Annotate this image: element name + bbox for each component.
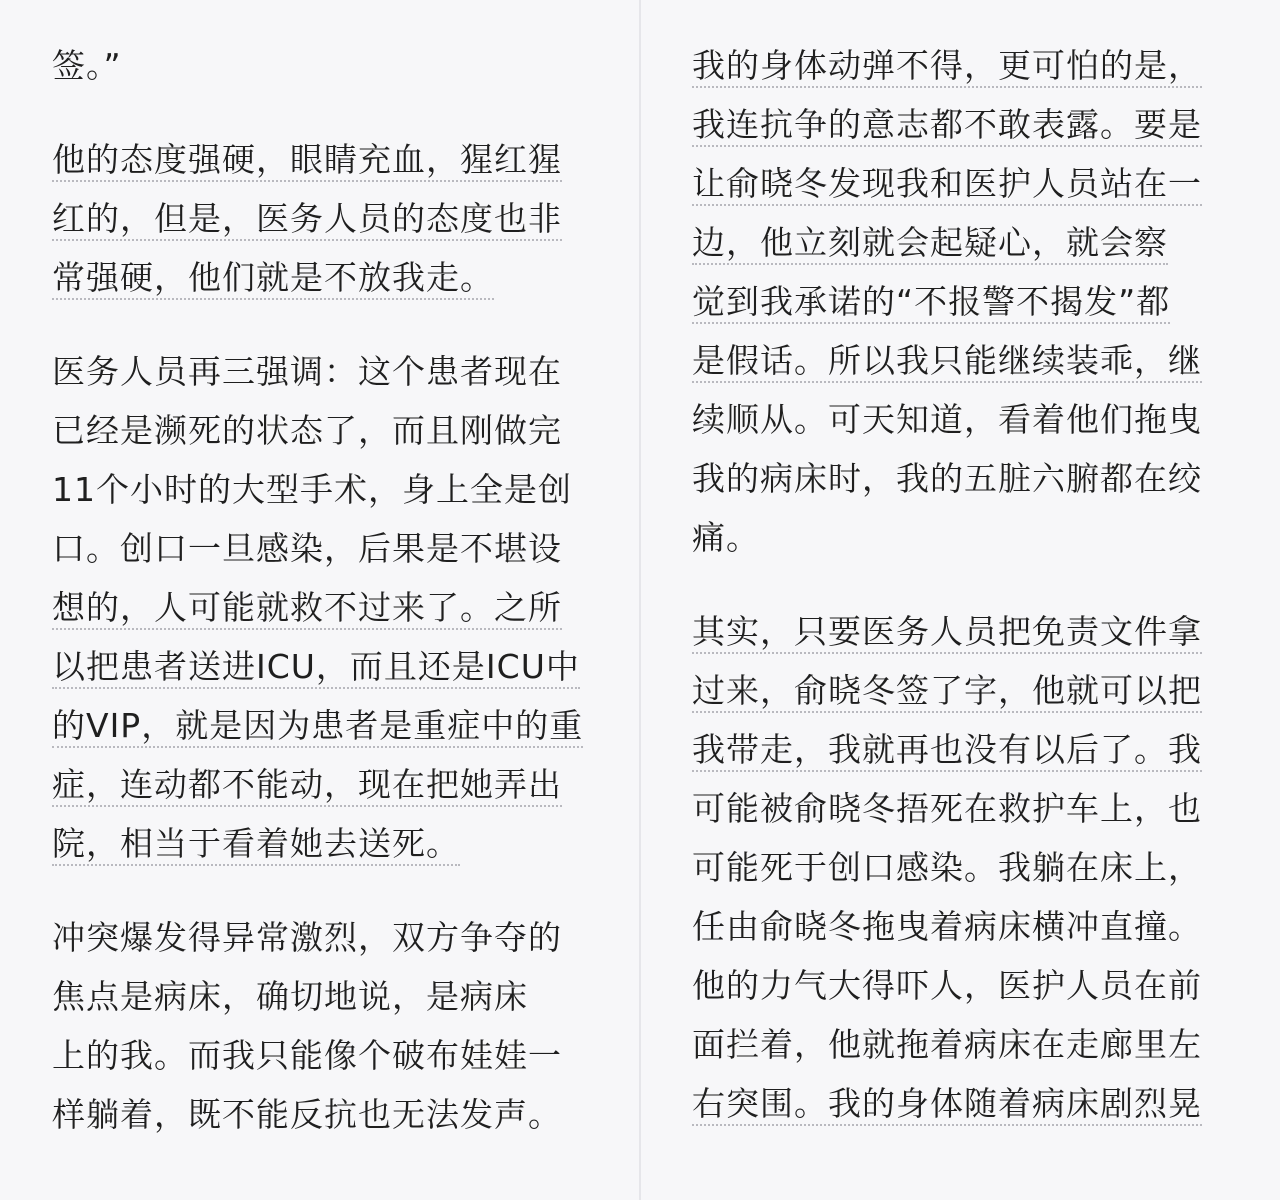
text-line xyxy=(692,720,1232,779)
line-text: 口。创口一旦感染，后果是不堪设 xyxy=(52,529,562,568)
underlined-line-text: 我的身体动弹不得，更可怕的是， xyxy=(692,46,1202,88)
line-text: 可能死于创口感染。我躺在床上， xyxy=(692,848,1202,887)
underlined-line-text: 的VIP，就是因为患者是重症中的重 xyxy=(52,706,583,748)
line-text: 已经是濒死的状态了，而且刚做完 xyxy=(52,411,562,450)
left-text-column xyxy=(52,36,592,1144)
text-line xyxy=(52,36,592,95)
line-text: 焦点是病床，确切地说，是病床 xyxy=(52,977,528,1016)
text-line xyxy=(52,401,592,460)
text-line xyxy=(692,331,1232,390)
text-line xyxy=(52,189,592,248)
text-line xyxy=(692,838,1232,897)
underlined-line-text: 他的态度强硬，眼睛充血，猩红猩 xyxy=(52,140,562,182)
underlined-line-text: 觉到我承诺的“不报警不揭发”都 xyxy=(692,282,1170,324)
text-line xyxy=(692,213,1232,272)
underlined-line-text: 红的，但是，医务人员的态度也非 xyxy=(52,199,562,241)
text-line xyxy=(52,248,592,307)
underlined-line-text: 边，他立刻就会起疑心，就会察 xyxy=(692,223,1168,265)
right-page xyxy=(641,0,1280,1200)
underlined-line-text: 其实，只要医务人员把免责文件拿 xyxy=(692,612,1202,654)
line-text: 任由俞晓冬拖曳着病床横冲直撞。 xyxy=(692,907,1202,946)
text-line xyxy=(692,95,1232,154)
line-text: 上的我。而我只能像个破布娃娃一 xyxy=(52,1036,562,1075)
underlined-line-text: 想的，人可能就救不过来了。之所 xyxy=(52,588,562,630)
text-line xyxy=(692,897,1232,956)
line-text: 面拦着，他就拖着病床在走廊里左 xyxy=(692,1025,1202,1064)
line-text: 可能被俞晓冬捂死在救护车上，也 xyxy=(692,789,1202,828)
text-line xyxy=(52,814,592,873)
line-text: 续顺从。可天知道，看着他们拖曳 xyxy=(692,400,1202,439)
underlined-line-text: 右突围。我的身体随着病床剧烈晃 xyxy=(692,1084,1202,1126)
underlined-line-text: 以把患者送进ICU，而且还是ICU中 xyxy=(52,647,580,689)
text-line xyxy=(692,449,1232,508)
paragraph xyxy=(692,36,1232,567)
underlined-line-text: 症，连动都不能动，现在把她弄出 xyxy=(52,765,562,807)
paragraph-gap xyxy=(52,307,592,342)
line-text: 签。” xyxy=(52,46,122,85)
underlined-line-text: 我带走，我就再也没有以后了。我 xyxy=(692,730,1202,772)
text-line xyxy=(692,508,1232,567)
underlined-line-text: 院，相当于看着她去送死。 xyxy=(52,824,460,866)
text-line xyxy=(52,637,592,696)
paragraph xyxy=(692,602,1232,1133)
line-text: 痛。 xyxy=(692,518,760,557)
text-line xyxy=(52,908,592,967)
text-line xyxy=(692,154,1232,213)
text-line xyxy=(52,130,592,189)
paragraph xyxy=(52,342,592,873)
underlined-line-text: 让俞晓冬发现我和医护人员站在一 xyxy=(692,164,1202,206)
text-line xyxy=(52,460,592,519)
line-text: 医务人员再三强调：这个患者现在 xyxy=(52,352,562,391)
text-line xyxy=(692,956,1232,1015)
text-line xyxy=(52,967,592,1026)
text-line xyxy=(52,578,592,637)
underlined-line-text: 过来，俞晓冬签了字，他就可以把 xyxy=(692,671,1202,713)
underlined-line-text: 常强硬，他们就是不放我走。 xyxy=(52,258,494,300)
paragraph xyxy=(52,908,592,1144)
text-line xyxy=(52,342,592,401)
line-text: 11个小时的大型手术，身上全是创 xyxy=(52,470,572,509)
text-line xyxy=(52,519,592,578)
text-line xyxy=(52,696,592,755)
right-text-column xyxy=(692,36,1232,1133)
line-text: 样躺着，既不能反抗也无法发声。 xyxy=(52,1095,562,1134)
paragraph xyxy=(52,36,592,95)
underlined-line-text: 我连抗争的意志都不敢表露。要是 xyxy=(692,105,1202,147)
text-line xyxy=(52,755,592,814)
paragraph-gap xyxy=(52,95,592,130)
line-text: 他的力气大得吓人，医护人员在前 xyxy=(692,966,1202,1005)
line-text: 冲突爆发得异常激烈，双方争夺的 xyxy=(52,918,562,957)
text-line xyxy=(692,36,1232,95)
paragraph xyxy=(52,130,592,307)
text-line xyxy=(52,1026,592,1085)
text-line xyxy=(692,661,1232,720)
text-line xyxy=(692,1015,1232,1074)
text-line xyxy=(692,272,1232,331)
underlined-line-text: 是假话。所以我只能继续装乖，继 xyxy=(692,341,1202,383)
text-line xyxy=(692,390,1232,449)
text-line xyxy=(692,602,1232,661)
paragraph-gap xyxy=(52,873,592,908)
paragraph-gap xyxy=(692,567,1232,602)
text-line xyxy=(692,779,1232,838)
text-line xyxy=(52,1085,592,1144)
line-text: 我的病床时，我的五脏六腑都在绞 xyxy=(692,459,1202,498)
text-line xyxy=(692,1074,1232,1133)
